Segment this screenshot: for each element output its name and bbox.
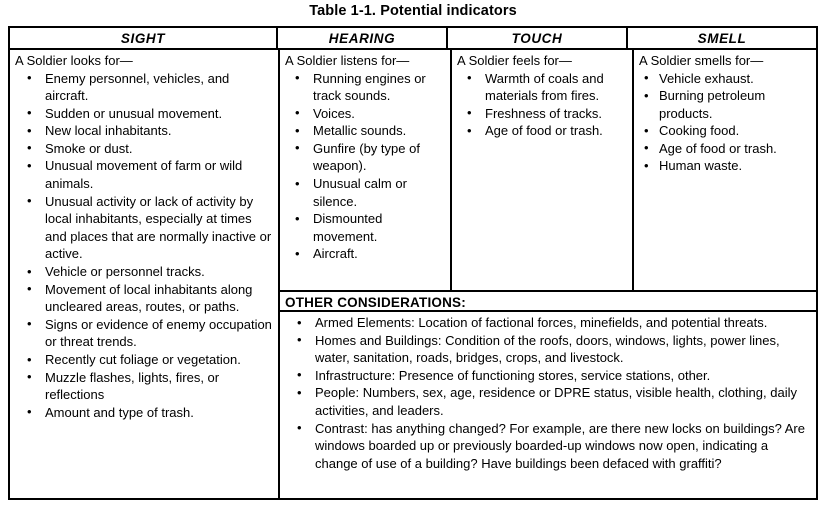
other-considerations-header: OTHER CONSIDERATIONS: [280,290,816,312]
hearing-list [285,70,446,264]
list-item: • Muzzle flashes, lights, fires, or reflections [15,369,273,404]
column-header-touch: TOUCH [448,28,628,48]
list-item: • Running engines or track sounds. [285,70,446,105]
list-item: • Age of food or trash. [457,122,628,140]
list-item: • Warmth of coals and materials from fires. [457,70,628,105]
hearing-lead-in: A Soldier listens for— [285,53,410,68]
other-considerations-list [285,314,810,472]
sight-list [15,70,273,422]
list-item: • Enemy personnel, vehicles, and aircraft. [15,70,273,105]
list-item: • Vehicle exhaust. [639,70,812,88]
cell-smell [634,50,816,290]
list-item: • Gunfire (by type of weapon). [285,140,446,175]
list-item: • Human waste. [639,157,812,175]
list-item: • Recently cut foliage or vegetation. [15,351,273,369]
list-item: • Aircraft. [285,245,446,263]
list-item: • Dismounted movement. [285,210,446,245]
list-item: • Contrast: has anything changed? For example, are there new locks on buildings? Are windows boarded up or previously boarded-up windows now open, indicating a change of use of a building? Have buildings been defaced with graffiti? [285,420,810,473]
potential-indicators-table [8,26,818,500]
smell-list [639,70,812,176]
column-header-sight: SIGHT [10,28,278,48]
sight-lead-in: A Soldier looks for— [15,53,133,68]
cell-hearing [280,50,450,290]
column-header-smell: SMELL [697,30,747,46]
list-item: • Homes and Buildings: Condition of the roofs, doors, windows, lights, power lines, water, sanitation, roads, bridges, crops, and livestock. [285,332,810,367]
list-item: • Age of food or trash. [639,140,812,158]
table-caption: Table 1-1. Potential indicators [309,3,517,19]
touch-lead-in: A Soldier feels for— [457,53,572,68]
cell-touch [452,50,632,290]
list-item: • Infrastructure: Presence of functioning stores, service stations, other. [285,367,810,385]
smell-lead-in: A Soldier smells for— [639,53,764,68]
list-item: • Armed Elements: Location of factional forces, minefields, and potential threats. [285,314,810,332]
list-item: • Movement of local inhabitants along uncleared areas, routes, or paths. [15,281,273,316]
list-item: • Burning petroleum products. [639,87,812,122]
table-header-row [10,28,816,50]
list-item: • Voices. [285,105,446,123]
list-item: • Metallic sounds. [285,122,446,140]
list-item: • Unusual movement of farm or wild animals. [15,157,273,192]
list-item: • Vehicle or personnel tracks. [15,263,273,281]
list-item: • Unusual activity or lack of activity by local inhabitants, especially at times and places that are normally inactive or active. [15,193,273,263]
list-item: • Amount and type of trash. [15,404,273,422]
list-item: • People: Numbers, sex, age, residence or DPRE status, visible health, clothing, daily activities, and leaders. [285,384,810,419]
list-item: • Freshness of tracks. [457,105,628,123]
list-item: • Unusual calm or silence. [285,175,446,210]
touch-list [457,70,628,140]
other-considerations-body [280,312,816,500]
cell-sight [10,50,278,500]
list-item: • Sudden or unusual movement. [15,105,273,123]
list-item: • Cooking food. [639,122,812,140]
list-item: • Smoke or dust. [15,140,273,158]
list-item: • Signs or evidence of enemy occupation or threat trends. [15,316,273,351]
column-header-hearing: HEARING [278,28,448,48]
list-item: • New local inhabitants. [15,122,273,140]
table-body-grid [10,50,816,500]
